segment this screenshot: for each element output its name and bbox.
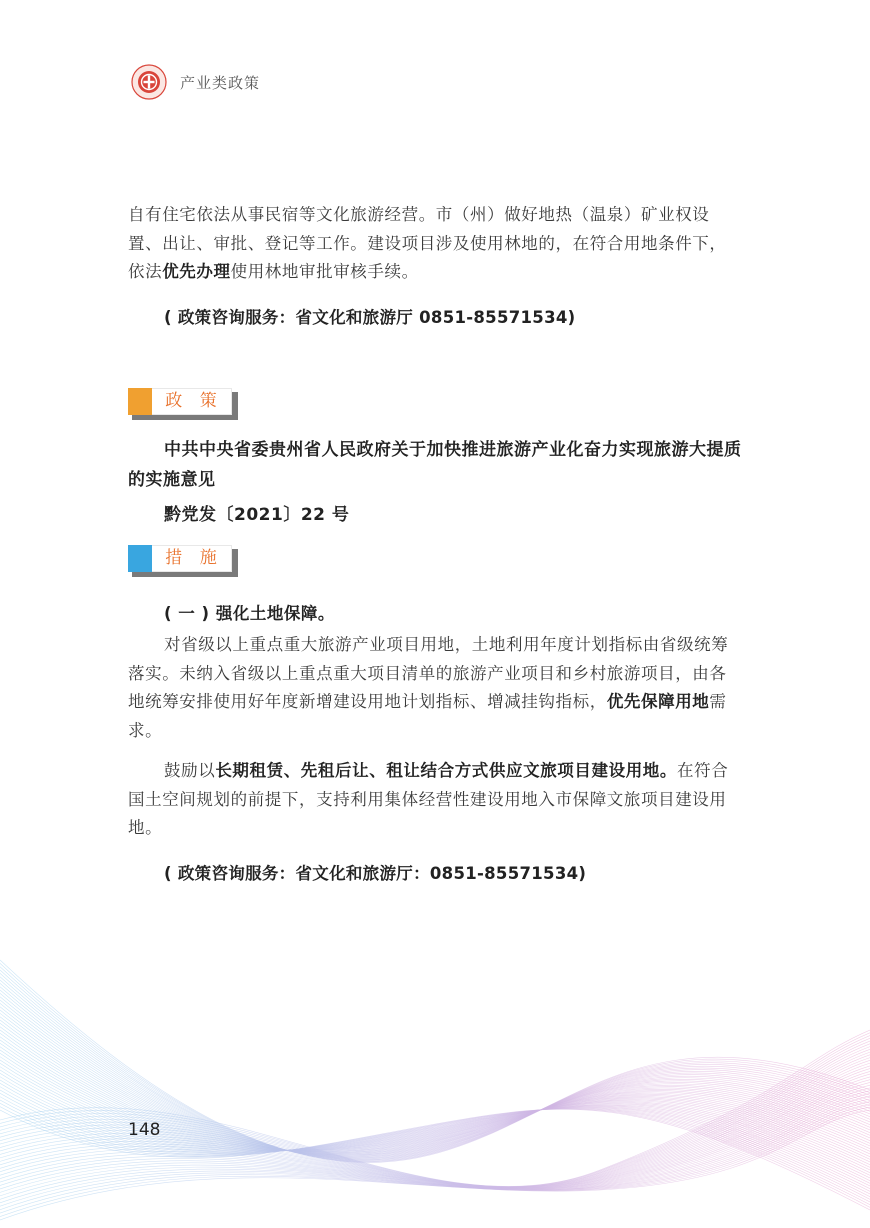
tag-label: 措 施 (165, 548, 223, 568)
paragraph-text: 对省级以上重点重大旅游产业项目用地，土地利用年度计划指标由省级统筹落实。未纳入省级以上重点重大项目清单的旅游产业项目和乡村旅游项目，由各地统筹安排使用好年度新增建设用地计划指标、增减挂钩指标， (128, 635, 729, 711)
policy-consult-line: ( 政策咨询服务：省文化和旅游厅 0851-85571534) (164, 308, 576, 327)
paragraph-emphasis: 优先保障用地 (606, 692, 710, 711)
measures-tag (128, 545, 236, 575)
tag-accent-bar (128, 388, 152, 415)
document-number: 黔党发〔2021〕22 号 (164, 505, 350, 525)
section-paragraph (128, 201, 742, 287)
paragraph-emphasis: 优先办理 (162, 262, 231, 281)
paragraph-text-end: 在符合国土空间规划的前提下，支持利用集体经营性建设用地入市保障文旅项目建设用地。 (128, 761, 729, 837)
tag-accent-bar (128, 545, 152, 572)
paragraph-text-end: 需求。 (128, 692, 727, 740)
wave-line (0, 1038, 870, 1187)
policy-tag (128, 388, 236, 418)
measure-paragraph-2 (128, 757, 742, 843)
paragraph-text: 鼓励以 (164, 761, 216, 780)
page-header (131, 64, 260, 100)
paragraph-text-end: 使用林地审批审核手续。 (230, 262, 419, 281)
paragraph-text: 自有住宅依法从事民宿等文化旅游经营。市（州）做好地热（温泉）矿业权设置、出让、审批、登记等工作。建设项目涉及使用林地的，在符合用地条件下，依法 (128, 205, 727, 281)
header-category-title: 产业类政策 (180, 73, 261, 92)
document-title: 中共中央省委贵州省人民政府关于加快推进旅游产业化奋力实现旅游大提质的实施意见 (128, 440, 742, 490)
tag-label: 政 策 (165, 391, 223, 411)
policy-seal-logo-icon (131, 64, 167, 100)
wave-line (0, 1102, 870, 1210)
measure-subheading: ( 一 ) 强化土地保障。 (164, 604, 335, 623)
page-number: 148 (128, 1120, 161, 1140)
measures-consult-line: ( 政策咨询服务：省文化和旅游厅：0851-85571534) (164, 864, 587, 883)
wave-line (0, 1063, 870, 1172)
decorative-wave-lines (0, 940, 870, 1228)
measure-paragraph-1 (128, 631, 742, 745)
paragraph-emphasis: 长期租赁、先租后让、租让结合方式供应文旅项目建设用地。 (215, 761, 678, 780)
